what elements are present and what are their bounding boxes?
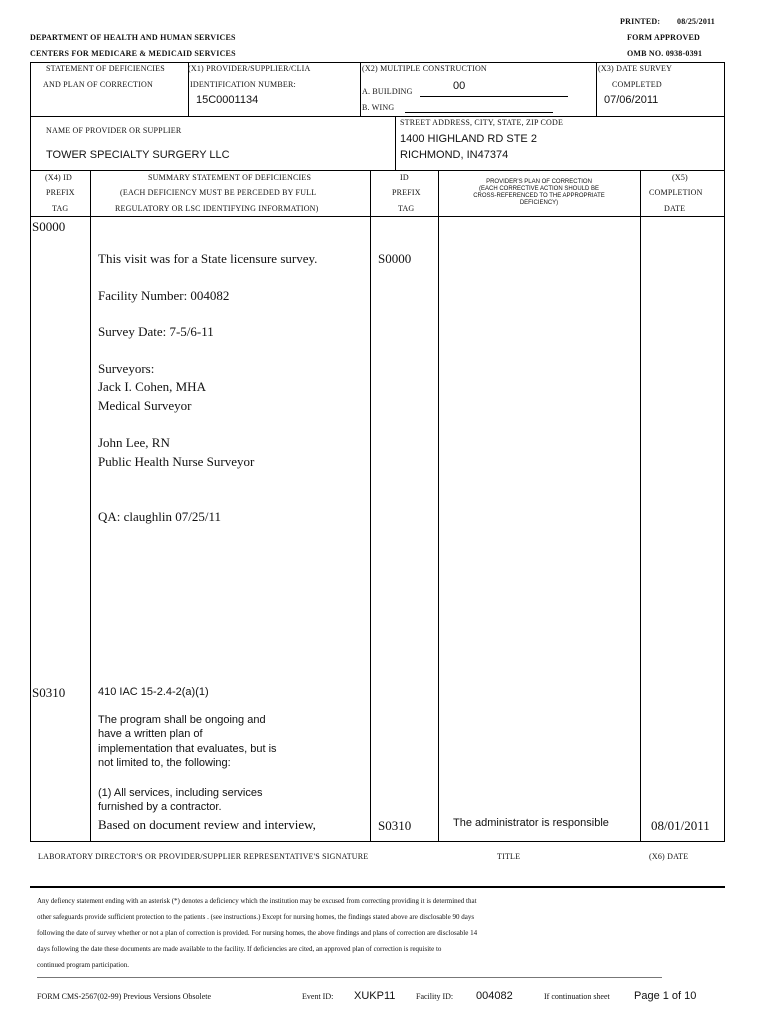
address-line-1: 1400 HIGHLAND RD STE 2 [400,133,537,145]
surveyors-label: Surveyors: [98,361,155,376]
program-line-4: not limited to, the following: [98,757,231,769]
disclaimer-rule [37,977,662,978]
x5-header-1: (X5) [672,173,688,182]
x2-label: (X2) MULTIPLE CONSTRUCTION [362,64,487,73]
provider-divider [395,116,396,170]
director-signature-label: LABORATORY DIRECTOR'S OR PROVIDER/SUPPLIER REPRESENTATIVE'S SIGNATURE [38,852,369,861]
id-s0310: S0310 [378,818,412,833]
plan-header-4: DEFICIENCY) [519,200,559,206]
form-right-border [724,62,725,842]
x3-value: 07/06/2011 [604,94,659,106]
tag-s0310: S0310 [32,685,66,700]
building-label: A. BUILDING [362,87,413,96]
address-line-2: RICHMOND, IN47374 [400,149,509,161]
summary-column-divider [370,170,371,842]
surveyor-2-title: Public Health Nurse Surveyor [98,454,255,469]
surveyor-2-name: John Lee, RN [98,435,170,450]
services-line-2: furnished by a contractor. [98,801,222,813]
signature-row-bottom-border [30,886,725,888]
x2-divider [360,62,361,116]
disclaimer-line-5: continued program participation. [37,961,129,969]
x3-divider [596,62,597,116]
regulation-reference: 410 IAC 15-2.4-2(a)(1) [98,686,209,698]
x4-header-2: PREFIX [46,188,75,197]
id-s0000: S0000 [378,251,412,266]
disclaimer-line-4: days following the date these documents are made available to the facility. If deficiencies are cited, an approved plan of correction is requisite to [37,945,442,953]
x1-label-1: (X1) PROVIDER/SUPPLIER/CLIA [188,64,311,73]
statement-label-1: STATEMENT OF DEFICIENCIES [46,64,165,73]
facility-id-value: 004082 [476,990,513,1002]
provider-name-label: NAME OF PROVIDER OR SUPPLIER [46,126,182,135]
plan-header-1: PROVIDER'S PLAN OF CORRECTION [486,179,592,185]
summary-header-3: REGULATORY OR LSC IDENTIFYING INFORMATION) [115,204,319,213]
x3-label-2: COMPLETED [612,80,662,89]
continuation-label: If continuation sheet [544,992,610,1001]
x4-header-1: (X4) ID [45,173,72,182]
form-left-border [30,62,31,842]
plan-header-3: CROSS-REFERENCED TO THE APPROPRIATE [473,193,605,199]
visit-text: This visit was for a State licensure survey. [98,251,318,266]
plan-header [442,179,636,207]
provider-box-bottom-border [30,170,724,171]
facility-id-label: Facility ID: [416,992,454,1001]
surveyor-1-name: Jack I. Cohen, MHA [98,379,206,394]
completion-date: 08/01/2011 [651,818,710,833]
event-id-value: XUKP11 [354,990,396,1002]
disclaimer-line-2: other safeguards provide sufficient protection to the patients . (see instructions.) Except for nursing homes, the findings stated above are disclosable 90 days [37,913,475,921]
wing-underline [405,112,553,113]
qa-text: QA: claughlin 07/25/11 [98,509,222,524]
form-bottom-border [30,841,725,842]
disclaimer-line-1: Any defiency statement ending with an asterisk (*) denotes a deficiency which the institution may be excused from correcting providing it is determined that [37,897,477,905]
top-box-bottom-border [30,116,724,117]
id-header-3: TAG [398,204,415,213]
plan-of-correction-text: The administrator is responsible [453,817,609,829]
facility-number: Facility Number: 004082 [98,288,230,303]
id-header-1: ID [400,173,409,182]
omb-number: OMB NO. 0938-0391 [627,49,703,58]
x6-date-label: (X6) DATE [649,852,689,861]
statement-label-2: AND PLAN OF CORRECTION [43,80,153,89]
plan-column-divider [640,170,641,842]
top-box-top-border [30,62,724,63]
event-id-label: Event ID: [302,992,334,1001]
x4-header-3: TAG [52,204,69,213]
services-line-1: (1) All services, including services [98,787,263,799]
printed-label: PRINTED: [620,17,661,26]
x3-label-1: (X3) DATE SURVEY [598,64,673,73]
x4-column-divider [90,170,91,842]
program-line-3: implementation that evaluates, but is [98,743,277,755]
survey-date: Survey Date: 7-5/6-11 [98,324,214,339]
program-line-2: have a written plan of [98,728,203,740]
page-number: Page 1 of 10 [634,990,697,1002]
address-label: STREET ADDRESS, CITY, STATE, ZIP CODE [400,118,564,127]
disclaimer-line-3: following the date of survey whether or not a plan of correction is provided. For nursing homes, the above findings and plans of correction are disclosable 14 [37,929,478,937]
building-underline [420,96,568,97]
title-label: TITLE [497,852,521,861]
plan-header-2: (EACH CORRECTIVE ACTION SHOULD BE [478,186,600,192]
surveyor-1-title: Medical Surveyor [98,398,192,413]
summary-header-1: SUMMARY STATEMENT OF DEFICIENCIES [148,173,312,182]
id-column-divider [438,170,439,842]
printed-date: 08/25/2011 [677,17,716,26]
x5-header-2: COMPLETION [649,188,703,197]
x1-value: 15C0001134 [196,94,259,106]
provider-name-value: TOWER SPECIALTY SURGERY LLC [46,149,230,161]
column-header-bottom-border [30,216,724,217]
based-on-text: Based on document review and interview, [98,817,316,832]
form-number: FORM CMS-2567(02-99) Previous Versions Obsolete [37,992,212,1001]
id-header-2: PREFIX [392,188,421,197]
x1-label-2: IDENTIFICATION NUMBER: [190,80,296,89]
department-title: DEPARTMENT OF HEALTH AND HUMAN SERVICES [30,33,236,42]
program-line-1: The program shall be ongoing and [98,714,266,726]
building-value: 00 [453,80,466,92]
x5-header-3: DATE [664,204,686,213]
centers-title: CENTERS FOR MEDICARE & MEDICAID SERVICES [30,49,236,58]
form-approved: FORM APPROVED [627,33,701,42]
wing-label: B. WING [362,103,395,112]
tag-s0000: S0000 [32,219,66,234]
summary-header-2: (EACH DEFICIENCY MUST BE PERCEDED BY FULL [120,188,317,197]
